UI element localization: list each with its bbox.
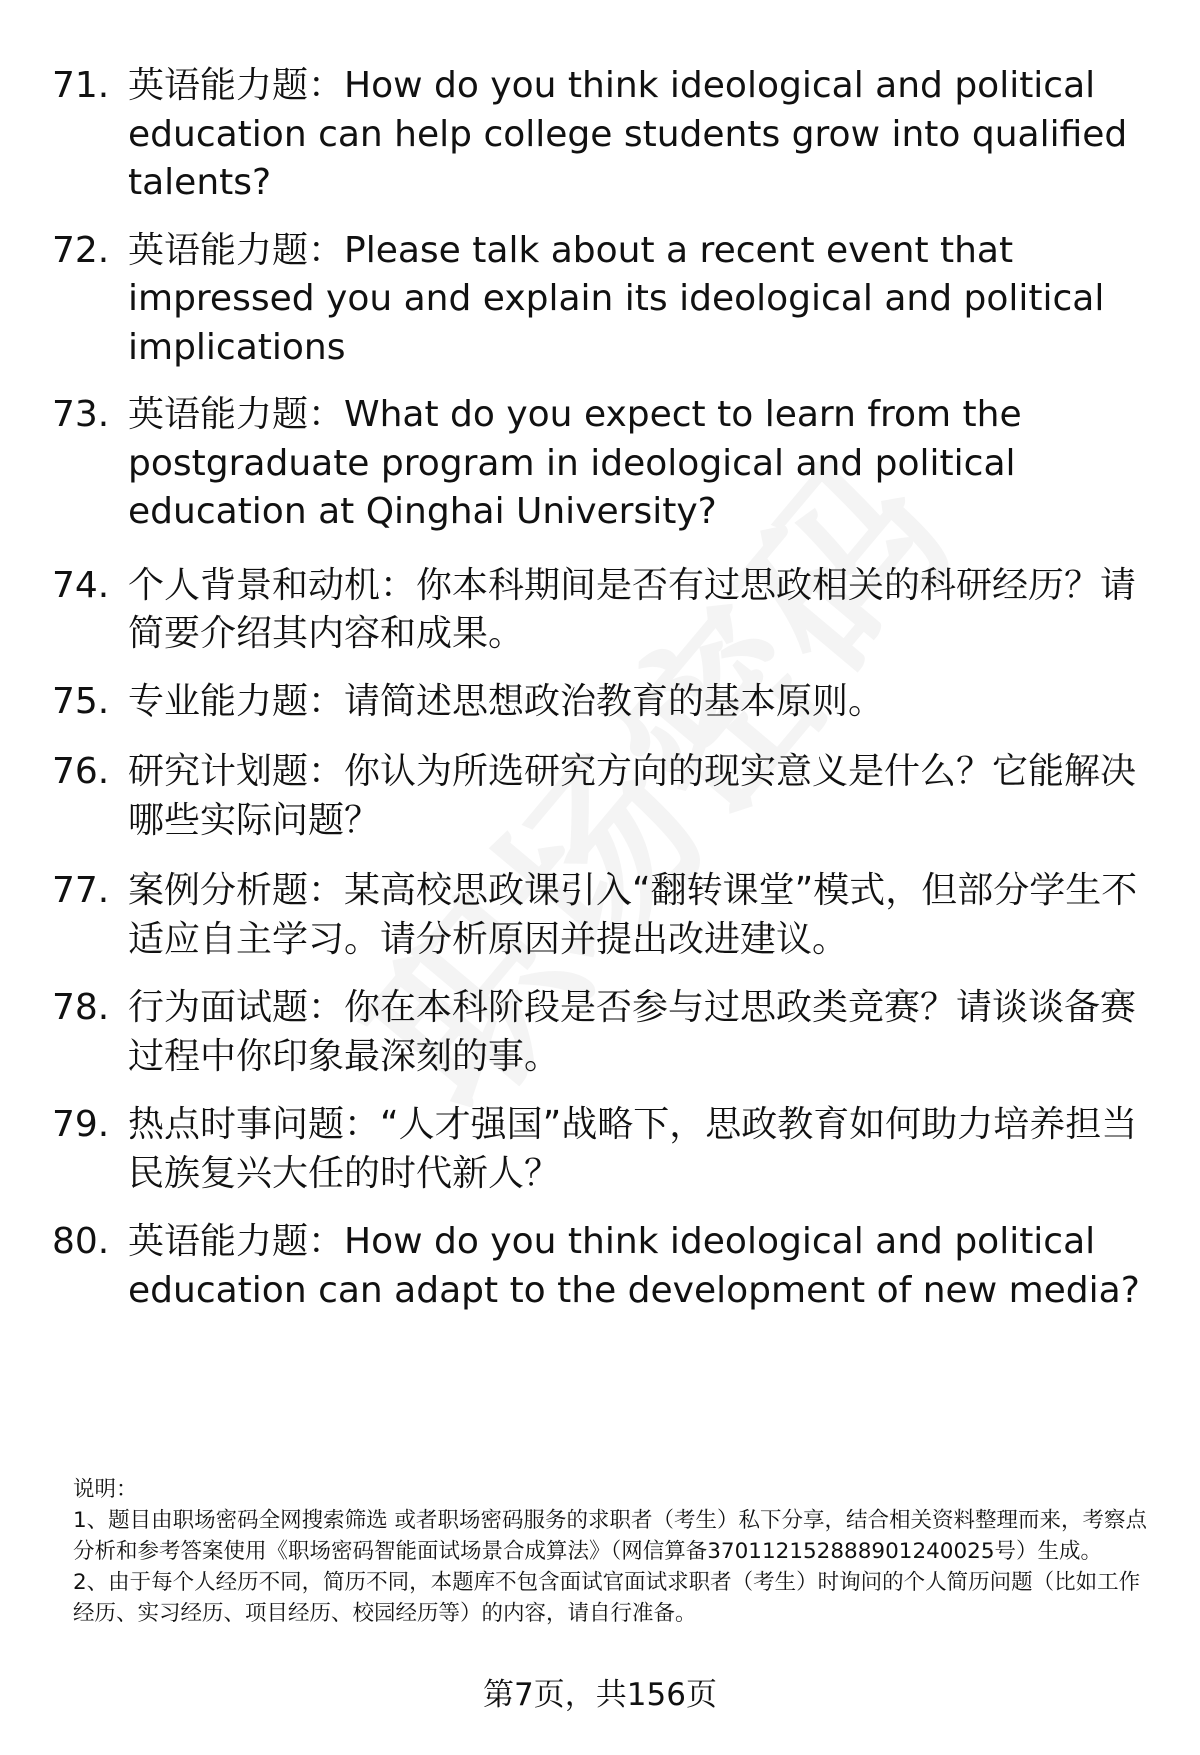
question-item (52, 227, 1142, 373)
question-number: 79. (52, 1104, 110, 1145)
question-number: 71. (52, 65, 110, 106)
question-item (52, 1218, 1142, 1315)
page-number: 第7页，共156页 (483, 1677, 717, 1713)
question-text: 热点时事问题：“人才强国”战略下，思政教育如何助力培养担当民族复兴大任的时代新人？ (128, 1104, 1138, 1194)
question-text: 英语能力题：How do you think ideological and political education can adapt to the development of new media? (128, 1221, 1140, 1311)
question-number: 74. (52, 564, 110, 606)
question-number: 76. (52, 751, 110, 792)
question-item (52, 748, 1142, 845)
question-number: 73. (52, 394, 110, 435)
question-item (52, 984, 1142, 1081)
question-number: 80. (52, 1221, 110, 1262)
question-number: 72. (52, 229, 110, 271)
question-number: 75. (52, 680, 110, 722)
question-item (52, 1101, 1142, 1198)
question-text: 行为面试题：你在本科阶段是否参与过思政类竞赛？请谈谈备赛过程中你印象最深刻的事。 (128, 987, 1137, 1077)
question-item (52, 867, 1142, 964)
question-text: 专业能力题：请简述思想政治教育的基本原则。 (128, 680, 885, 722)
question-item (52, 62, 1142, 208)
question-number: 77. (52, 870, 110, 911)
question-number: 78. (52, 987, 110, 1028)
question-item (52, 678, 1142, 727)
question-text: 英语能力题：What do you expect to learn from the postgraduate program in ideological and political education at Qinghai University? (128, 394, 1022, 532)
question-list (52, 62, 1142, 1315)
notes-section (73, 1474, 1153, 1629)
question-text: 英语能力题：Please talk about a recent event that impressed you and explain its ideological and political implications (128, 229, 1105, 368)
question-text: 个人背景和动机：你本科期间是否有过思政相关的科研经历？请简要介绍其内容和成果。 (128, 564, 1137, 654)
question-item (52, 391, 1142, 537)
question-text: 英语能力题：How do you think ideological and political education can help college students grow into qualified talents? (128, 65, 1128, 203)
notes-item-1: 1、题目由职场密码全网搜索筛选 或者职场密码服务的求职者（考生）私下分享，结合相关资料整理而来，考察点分析和参考答案使用《职场密码智能面试场景合成算法》（网信算备370112152888901240025号）生成。 (73, 1508, 1148, 1564)
question-text: 案例分析题：某高校思政课引入“翻转课堂”模式，但部分学生不适应自主学习。请分析原因并提出改进建议。 (128, 870, 1138, 960)
notes-item-2: 2、由于每个人经历不同，简历不同，本题库不包含面试官面试求职者（考生）时询问的个人简历问题（比如工作经历、实习经历、项目经历、校园经历等）的内容，请自行准备。 (73, 1570, 1141, 1626)
notes-heading: 说明： (73, 1477, 138, 1502)
question-item (52, 562, 1142, 659)
question-text: 研究计划题：你认为所选研究方向的现实意义是什么？它能解决哪些实际问题？ (128, 751, 1137, 841)
